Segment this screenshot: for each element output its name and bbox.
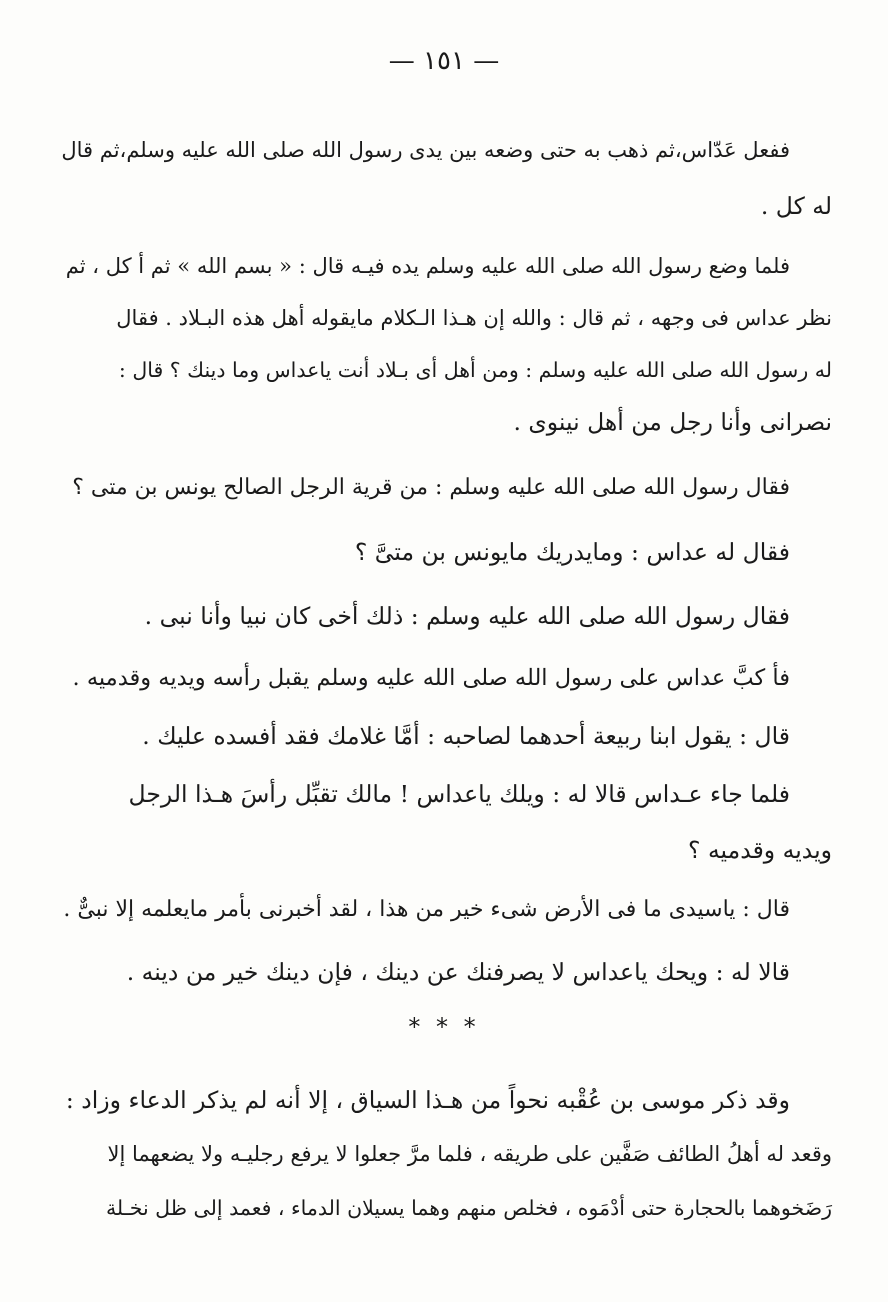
paragraph-2-line-3: له رسول الله صلى الله عليه وسلم : ومن أهل أى بـلاد أنت ياعداس وما دينك ؟ قال : <box>118 358 832 382</box>
paragraph-1-line-2: له كل . <box>760 192 832 220</box>
paragraph-3: فقال رسول الله صلى الله عليه وسلم : من قرية الرجل الصالح يونس بن متى ؟ <box>72 475 790 500</box>
final-paragraph-line-3: رَضَخوهما بالحجارة حتى أدْمَوه ، فخلص منهم وهما يسيلان الدماء ، فعمد إلى ظل نخـلة <box>105 1196 832 1220</box>
paragraph-8-line-2: ويديه وقدميه ؟ <box>688 836 832 864</box>
paragraph-10: قالا له : ويحك ياعداس لا يصرفنك عن دينك ، فإن دينك خير من دينه . <box>126 958 790 986</box>
section-separator: * * * <box>408 1013 480 1041</box>
paragraph-8-line-1: فلما جاء عـداس قالا له : ويلك ياعداس ! مالك تقبِّل رأسَ هـذا الرجل <box>128 780 790 808</box>
final-paragraph-line-2: وقعد له أهلُ الطائف صَفَّين على طريقه ، فلما مرَّ جعلوا لا يرفع رجليـه ولا يضعهما إلا <box>107 1142 832 1166</box>
paragraph-1-line-1: ففعل عَدّاس،ثم ذهب به حتى وضعه بين يدى رسول الله صلى الله عليه وسلم،ثم قال <box>61 138 790 162</box>
page-number: — ١٥١ — <box>388 46 500 76</box>
paragraph-7: قال : يقول ابنا ربيعة أحدهما لصاحبه : أمَّا غلامك فقد أفسده عليك . <box>142 722 790 750</box>
final-paragraph-line-1: وقد ذكر موسى بن عُقْبه نحواً من هـذا السياق ، إلا أنه لم يذكر الدعاء وزاد : <box>65 1086 790 1114</box>
paragraph-6: فأ كبَّ عداس على رسول الله صلى الله عليه وسلم يقبل رأسه ويديه وقدميه . <box>72 665 790 691</box>
paragraph-4: فقال له عداس : ومايدريك مايونس بن متىَّ ؟ <box>354 538 790 566</box>
paragraph-2-line-2: نظر عداس فى وجهه ، ثم قال : والله إن هـذا الـكلام مايقوله أهل هذه البـلاد . فقال <box>116 306 832 330</box>
paragraph-5: فقال رسول الله صلى الله عليه وسلم : ذلك أخى كان نبيا وأنا نبى . <box>144 602 790 630</box>
paragraph-2-line-1: فلما وضع رسول الله صلى الله عليه وسلم يده فيـه قال : « بسم الله » ثم أ كل ، ثم <box>65 254 790 278</box>
paragraph-9: قال : ياسيدى ما فى الأرض شىء خير من هذا ، لقد أخبرنى بأمر مايعلمه إلا نبىٌّ . <box>63 897 790 922</box>
paragraph-2-line-4: نصرانى وأنا رجل من أهل نينوى . <box>513 408 832 436</box>
